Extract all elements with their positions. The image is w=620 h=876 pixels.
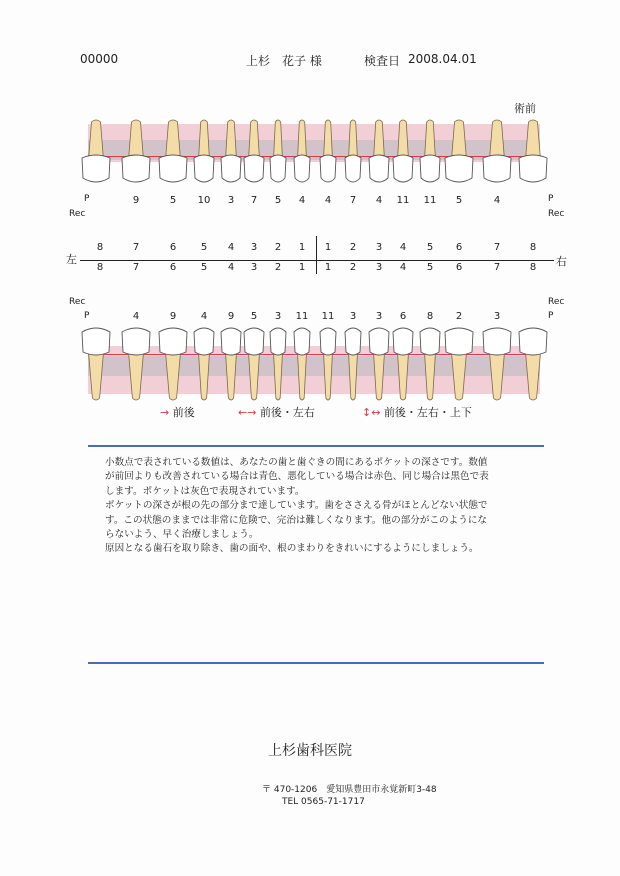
legend-item-1 xyxy=(160,404,195,420)
arrow-right-icon: → xyxy=(160,406,170,419)
tooth-shape xyxy=(220,118,242,188)
lower-pocket-value: 6 xyxy=(399,311,407,322)
tooth-shape xyxy=(392,322,414,402)
lower-left-rec-label: Rec xyxy=(69,297,86,307)
tooth-shape xyxy=(243,118,265,188)
lower-pocket-value: 5 xyxy=(250,311,258,322)
stage-label: 術前 xyxy=(514,102,536,115)
lower-pocket-value: 3 xyxy=(349,311,357,322)
patient-name: 上杉 花子 様 xyxy=(246,54,322,68)
legend-label: 前後・左右・上下 xyxy=(383,406,472,419)
tooth-number: 3 xyxy=(250,262,258,273)
tooth-shape xyxy=(121,118,151,188)
upper-pocket-value: 4 xyxy=(298,195,306,206)
clinic-tel: TEL 0565-71-1717 xyxy=(282,797,365,807)
upper-pocket-value: 9 xyxy=(132,195,140,206)
upper-pocket-value: 11 xyxy=(423,195,437,206)
tooth-shape xyxy=(319,322,337,402)
tooth-number: 1 xyxy=(324,242,332,253)
tooth-number: 1 xyxy=(324,262,332,273)
tooth-number: 3 xyxy=(250,242,258,253)
tooth-shape xyxy=(419,322,441,402)
tooth-shape xyxy=(81,322,111,402)
tooth-number: 3 xyxy=(375,262,383,273)
midline-vertical xyxy=(316,236,317,274)
tooth-shape xyxy=(344,118,362,188)
lower-right-rec-label: Rec xyxy=(548,297,565,307)
tooth-shape xyxy=(269,118,287,188)
lower-right-p-label: P xyxy=(548,311,554,321)
top-rule xyxy=(88,445,544,447)
tooth-shape xyxy=(518,118,548,188)
tooth-shape xyxy=(293,118,311,188)
tooth-shape xyxy=(121,322,151,402)
explanation-line: 原因となる歯石を取り除き、歯の面や、根のまわりをきれいにするようにしましょう。 xyxy=(105,543,479,555)
tooth-number: 3 xyxy=(375,242,383,253)
tooth-number: 6 xyxy=(169,242,177,253)
lower-pocket-value: 4 xyxy=(200,311,208,322)
lower-pocket-value: 11 xyxy=(295,311,309,322)
upper-pocket-value: 7 xyxy=(349,195,357,206)
upper-pocket-value: 11 xyxy=(396,195,410,206)
lower-pocket-value: 3 xyxy=(493,311,501,322)
legend-label: 前後 xyxy=(172,406,195,419)
lower-pocket-value: 8 xyxy=(426,311,434,322)
tooth-number: 1 xyxy=(298,262,306,273)
upper-right-p-label: P xyxy=(548,194,554,204)
clinic-address: 〒 470-1206 愛知県豊田市永覚新町3-48 xyxy=(262,785,437,795)
tooth-number: 8 xyxy=(96,242,104,253)
upper-pocket-value: 4 xyxy=(324,195,332,206)
tooth-number: 8 xyxy=(529,242,537,253)
tooth-number: 4 xyxy=(227,262,235,273)
right-side-label: 右 xyxy=(556,255,567,268)
lower-pocket-value: 4 xyxy=(132,311,140,322)
arrow-all-directions-icon: ↕↔ xyxy=(362,406,381,419)
tooth-number: 6 xyxy=(455,262,463,273)
tooth-shape xyxy=(193,118,215,188)
lower-pocket-value: 3 xyxy=(375,311,383,322)
exam-date-label: 検査日 xyxy=(364,54,401,68)
tooth-number: 6 xyxy=(455,242,463,253)
tooth-number: 4 xyxy=(399,262,407,273)
explanation-line: らないよう、早く治療しましょう。 xyxy=(105,529,259,541)
upper-pocket-value: 3 xyxy=(227,195,235,206)
tooth-shape xyxy=(269,322,287,402)
tooth-number: 5 xyxy=(426,242,434,253)
tooth-shape xyxy=(81,118,111,188)
tooth-number: 7 xyxy=(132,242,140,253)
tooth-number: 5 xyxy=(200,242,208,253)
explanation-text xyxy=(105,456,537,557)
tooth-shape xyxy=(444,118,474,188)
upper-right-rec-label: Rec xyxy=(548,209,565,219)
tooth-shape xyxy=(158,322,188,402)
tooth-shape xyxy=(319,118,337,188)
tooth-number: 2 xyxy=(274,262,282,273)
legend-label: 前後・左右 xyxy=(259,406,315,419)
tooth-shape xyxy=(368,118,390,188)
lower-left-p-label: P xyxy=(84,311,90,321)
tooth-shape xyxy=(158,118,188,188)
tooth-number: 5 xyxy=(426,262,434,273)
tooth-number: 4 xyxy=(399,242,407,253)
tooth-shape xyxy=(392,118,414,188)
lower-pocket-value: 9 xyxy=(227,311,235,322)
tooth-shape xyxy=(444,322,474,402)
tooth-number: 8 xyxy=(529,262,537,273)
lower-pocket-value: 11 xyxy=(321,311,335,322)
tooth-number: 7 xyxy=(493,242,501,253)
tooth-shape xyxy=(344,322,362,402)
explanation-line: します。ポケットは灰色で表現されています。 xyxy=(105,485,305,497)
tooth-number: 2 xyxy=(349,262,357,273)
tooth-number: 2 xyxy=(349,242,357,253)
tooth-shape xyxy=(419,118,441,188)
upper-pocket-value: 5 xyxy=(455,195,463,206)
upper-pocket-value: 10 xyxy=(197,195,211,206)
tooth-number: 1 xyxy=(298,242,306,253)
exam-date: 2008.04.01 xyxy=(408,52,477,66)
legend-item-2 xyxy=(238,404,315,420)
upper-pocket-value: 5 xyxy=(169,195,177,206)
tooth-number: 5 xyxy=(200,262,208,273)
tooth-number: 2 xyxy=(274,242,282,253)
upper-pocket-value: 4 xyxy=(375,195,383,206)
tooth-number: 8 xyxy=(96,262,104,273)
upper-pocket-value: 5 xyxy=(274,195,282,206)
lower-pocket-value: 9 xyxy=(169,311,177,322)
patient-id: 00000 xyxy=(80,52,119,66)
upper-pocket-value: 4 xyxy=(493,195,501,206)
explanation-line: が前回よりも改善されている場合は青色、悪化している場合は赤色、同じ場合は黒色で表 xyxy=(105,471,489,483)
tooth-shape xyxy=(220,322,242,402)
arrow-left-right-icon: ←→ xyxy=(238,406,257,419)
tooth-shape xyxy=(518,322,548,402)
upper-left-rec-label: Rec xyxy=(69,209,86,219)
tooth-number: 4 xyxy=(227,242,235,253)
upper-pocket-value: 7 xyxy=(250,195,258,206)
tooth-shape xyxy=(482,118,512,188)
legend-item-3 xyxy=(362,404,472,420)
lower-pocket-value: 2 xyxy=(455,311,463,322)
explanation-line: 小数点で表されている数値は、あなたの歯と歯ぐきの間にあるポケットの深さです。数値 xyxy=(105,457,488,468)
tooth-shape xyxy=(482,322,512,402)
lower-pocket-value: 3 xyxy=(274,311,282,322)
tooth-number: 7 xyxy=(132,262,140,273)
tooth-number: 7 xyxy=(493,262,501,273)
clinic-name: 上杉歯科医院 xyxy=(268,743,352,759)
tooth-number: 6 xyxy=(169,262,177,273)
tooth-shape xyxy=(243,322,265,402)
jaw-divider-horizontal xyxy=(80,260,554,261)
explanation-line: ポケットの深さが根の先の部分まで達しています。歯をささえる骨がほとんどない状態で xyxy=(105,500,488,512)
explanation-line: す。この状態のままでは非常に危険で、完治は難しくなります。他の部分がこのようにな xyxy=(105,514,488,526)
tooth-shape xyxy=(193,322,215,402)
upper-left-p-label: P xyxy=(84,194,90,204)
left-side-label: 左 xyxy=(66,253,77,266)
tooth-shape xyxy=(368,322,390,402)
bottom-rule xyxy=(88,662,544,664)
tooth-shape xyxy=(293,322,311,402)
